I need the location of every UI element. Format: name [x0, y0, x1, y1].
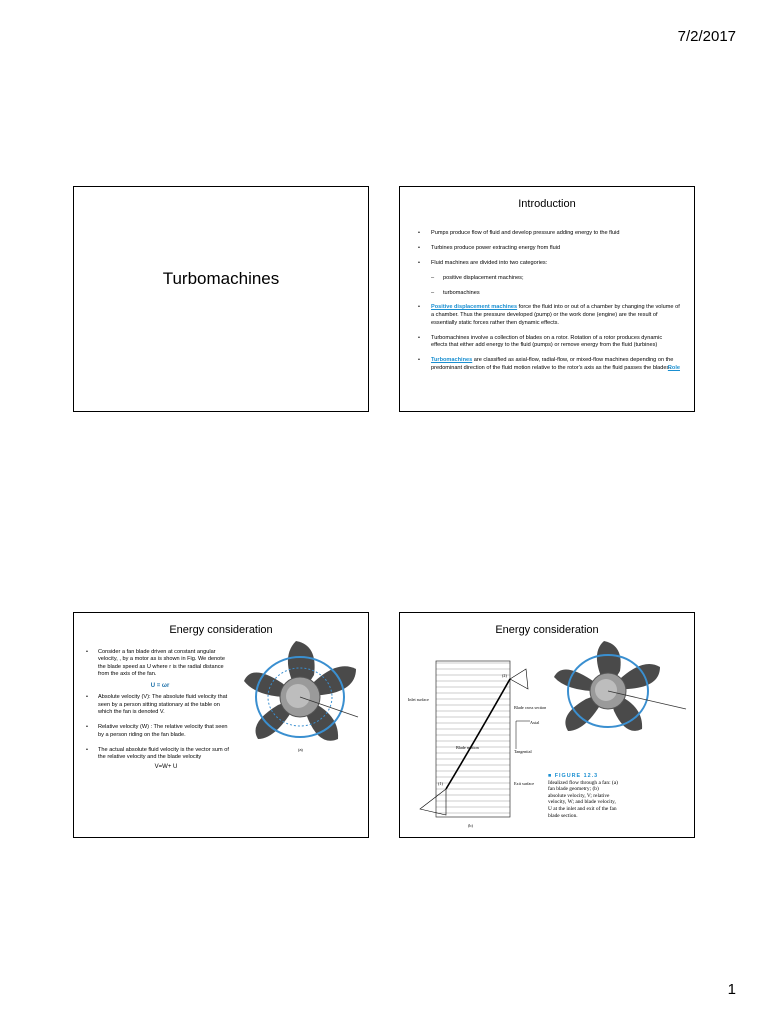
bullet-item: • Fluid machines are divided into two categories: — [418, 259, 548, 266]
bullet-dot: • — [418, 244, 420, 251]
slide-heading: Energy consideration — [169, 624, 273, 636]
bullet-item: • Turbomachines are classified as axial-flow, radial-flow, or mixed-flow machines depending on the predominant direction of the fluid motion relative to the rotor's axis as the fluid passes the blades. Role — [418, 357, 680, 371]
bullet-dot: • — [418, 334, 420, 341]
figure-number: ■ FIGURE 12.3 — [548, 773, 599, 779]
slide-energy-consideration-2 — [399, 612, 695, 838]
positive-displacement-link[interactable]: Positive displacement machines — [431, 304, 518, 311]
bullet-item: • Turbomachines involve a collection of blades on a rotor. Rotation of a rotor produces dynamic effects that either add energy to the fluid (pumps) or remove energy from the fluid (turbines) — [418, 334, 663, 349]
bullet-dot: • — [418, 357, 420, 364]
bullet-dot: • — [86, 747, 88, 754]
inlet-surface-label: Inlet surface — [408, 697, 429, 702]
figure-caption — [548, 773, 618, 819]
dash-bullet: – — [431, 274, 435, 281]
bullet-item: • The actual absolute fluid velocity is the vector sum of the relative velocity and the blade velocity V=W+ U — [86, 747, 234, 771]
point-2-label: (2) — [502, 673, 507, 678]
figure-b-label: (b) — [468, 823, 473, 828]
bullet-dot: • — [86, 694, 88, 701]
sub-bullet-item: – positive displacement machines; — [431, 274, 524, 281]
bullet-dot: • — [86, 724, 88, 731]
bullet-item: • Pumps produce flow of fluid and develop pressure adding energy to the fluid — [418, 230, 620, 236]
axial-label: Axial — [530, 720, 540, 725]
fan-illustration — [238, 639, 364, 755]
bullet-item: • Positive displacement machines force the fluid into or out of a chamber by changing the volume of a chamber. Thus the pressure developed (pump) or the work done (engine) are the result of essentially static forces rather then dynamic effects. — [418, 304, 680, 326]
energy-bullets — [86, 649, 234, 779]
bullet-item: • Consider a fan blade driven at constant angular velocity, , by a motor as is shown in Fig. We denote the blade speed as U where r is the radial distance from the axis of the fan. — [86, 649, 225, 678]
point-1-label: (1) — [438, 781, 443, 786]
sub-bullet-item: – turbomachines — [431, 289, 480, 296]
vector-sum-formula: V=W+ U — [154, 763, 178, 770]
slide-title — [73, 186, 369, 412]
introduction-bullets — [418, 230, 680, 380]
tangential-label: Tangential — [514, 749, 532, 754]
page-number: 1 — [727, 981, 736, 998]
role-link[interactable]: Role — [667, 364, 680, 371]
dash-bullet: – — [431, 289, 435, 296]
blade-motion-label: Blade motion — [456, 745, 479, 750]
slide-title-text: Turbomachines — [162, 269, 280, 288]
fan-figure-label: (a) — [298, 747, 303, 752]
bullet-item: • Turbines produce power extracting energy from fluid — [418, 244, 561, 251]
bullet-item: • Absolute velocity (V): The absolute fluid velocity that seen by a person sitting stationary at the table on which the fan is denoted V. — [86, 694, 228, 716]
fan-illustration — [548, 639, 690, 745]
slide-heading: Energy consideration — [495, 624, 599, 636]
slide-introduction — [399, 186, 695, 412]
blade-velocity-diagram — [406, 639, 546, 835]
blade-section-label: Blade cross section — [514, 705, 546, 710]
page-date: 7/2/2017 — [677, 28, 736, 45]
blade-speed-formula: U = ωr — [150, 683, 170, 690]
bullet-dot: • — [86, 649, 88, 655]
bullet-dot: • — [418, 304, 420, 311]
slide-heading: Introduction — [518, 198, 576, 210]
turbomachines-link[interactable]: Turbomachines — [431, 357, 473, 364]
bullet-dot: • — [418, 259, 420, 266]
slide-energy-consideration-1 — [73, 612, 369, 838]
caption-text: Idealized flow through a fan: (a) fan blade geometry; (b) absolute velocity, V; relative velocity, W; and blade velocity, U at the inlet and exit of the fan blade section. — [548, 779, 618, 819]
exit-surface-label: Exit surface — [514, 781, 535, 786]
bullet-dot: • — [418, 230, 420, 236]
bullet-item: • Relative velocity (W) : The relative velocity that seen by a person riding on the fan blade. — [86, 724, 228, 738]
